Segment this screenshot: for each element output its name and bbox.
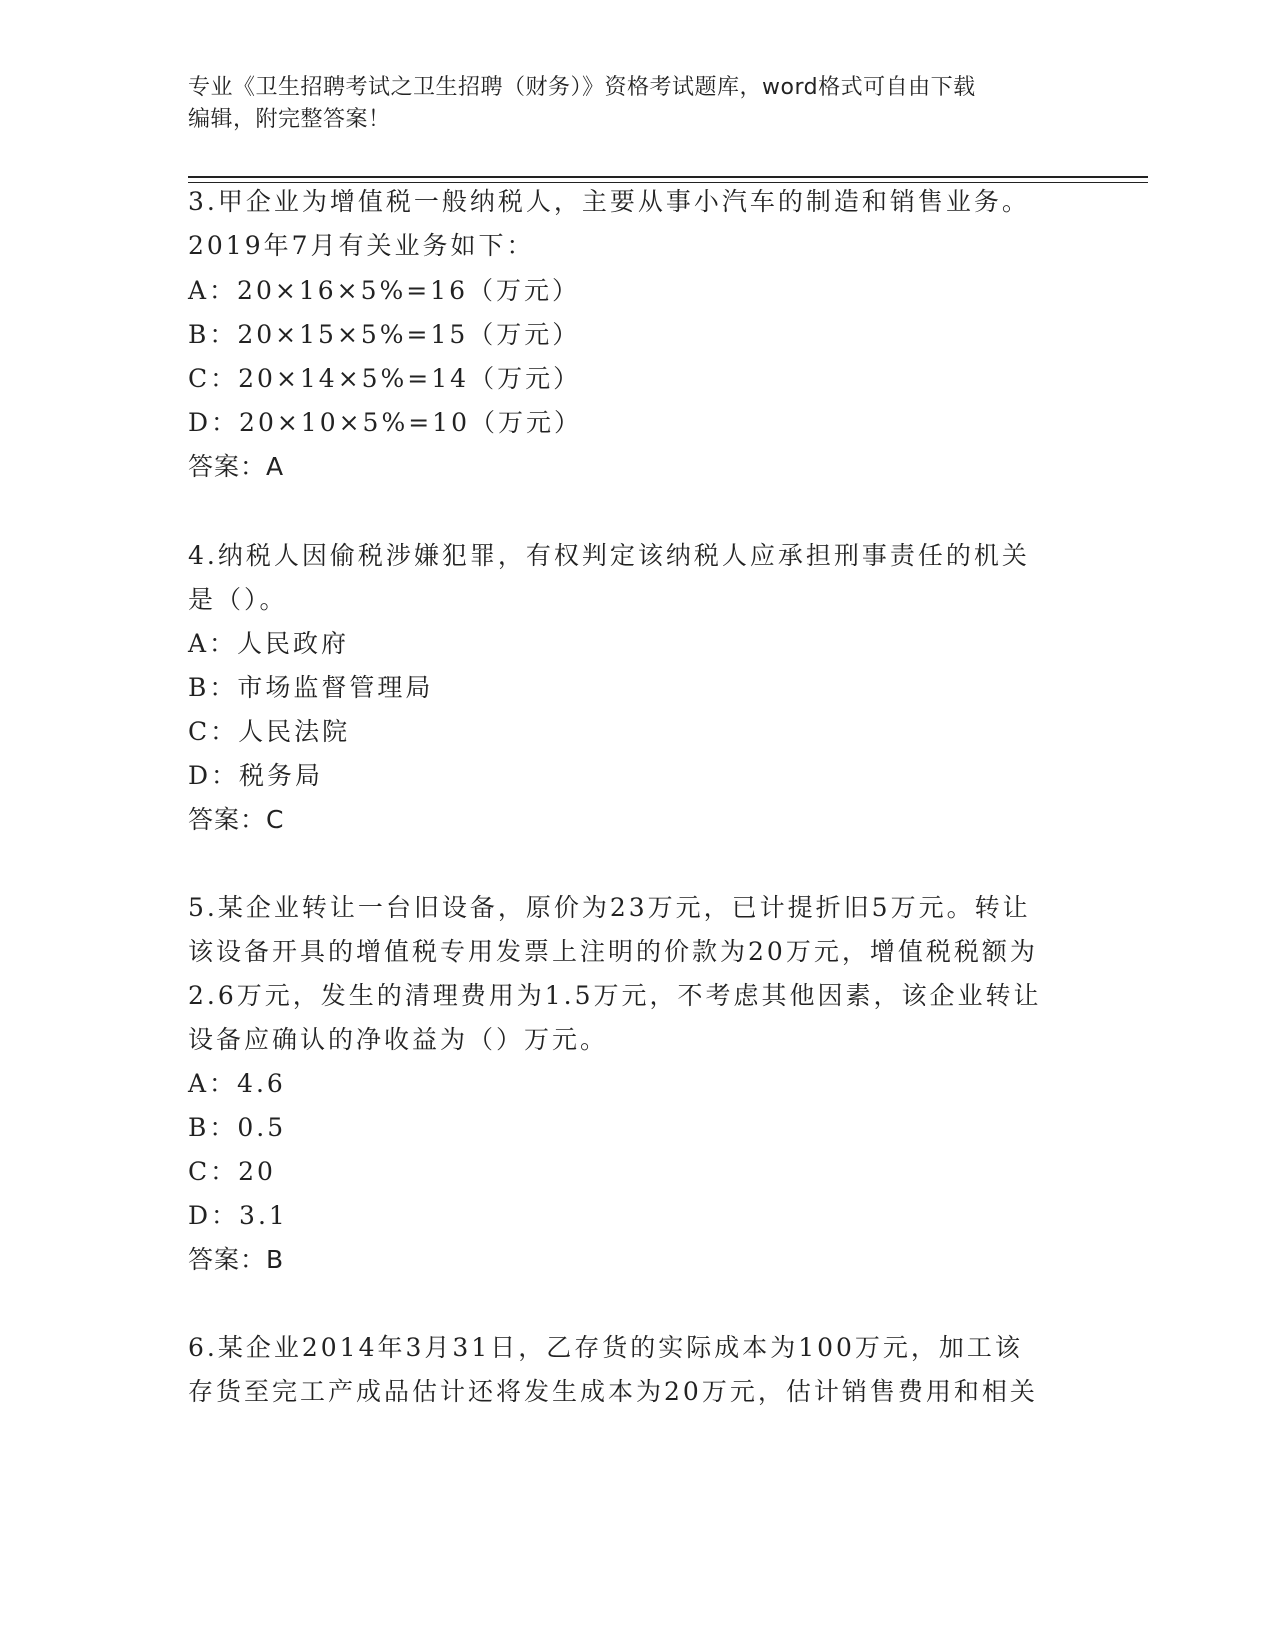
question-3-option-b: B：20×15×5%=15（万元）: [188, 320, 581, 349]
header-divider-thin: [188, 182, 1148, 183]
question-3-option-c: C：20×14×5%=14（万元）: [188, 364, 582, 393]
header-line-2: 编辑，附完整答案！: [188, 107, 391, 132]
question-5-stem-line-3: 2.6万元，发生的清理费用为1.5万元，不考虑其他因素，该企业转让: [188, 981, 1042, 1010]
header-divider-thick: [188, 176, 1148, 178]
question-4-option-c: C：人民法院: [188, 717, 351, 746]
question-5-stem-line-4: 设备应确认的净收益为（）万元。: [188, 1025, 609, 1054]
question-5-option-a: A：4.6: [188, 1069, 286, 1098]
question-4-option-d: D：税务局: [188, 761, 324, 790]
question-5-option-d: D：3.1: [188, 1201, 288, 1230]
question-5-stem-line-1: 5.某企业转让一台旧设备，原价为23万元，已计提折旧5万元。转让: [188, 893, 1031, 922]
question-6-stem-line-1: 6.某企业2014年3月31日，乙存货的实际成本为100万元，加工该: [188, 1333, 1023, 1362]
question-3-option-d: D：20×10×5%=10（万元）: [188, 408, 582, 437]
question-5-option-b: B：0.5: [188, 1113, 287, 1142]
question-3-answer: 答案：A: [188, 452, 285, 481]
question-5-option-c: C：20: [188, 1157, 276, 1186]
question-4-option-a: A：人民政府: [188, 629, 350, 658]
question-3-stem-line-2: 2019年7月有关业务如下：: [188, 231, 535, 260]
question-3-option-a: A：20×16×5%=16（万元）: [188, 276, 580, 305]
document-header: [188, 72, 1088, 136]
header-line-1: 专业《卫生招聘考试之卫生招聘（财务）》资格考试题库，word格式可自由下载: [188, 75, 976, 100]
question-6-stem-line-2: 存货至完工产成品估计还将发生成本为20万元，估计销售费用和相关: [188, 1377, 1038, 1406]
question-4-option-b: B：市场监督管理局: [188, 673, 434, 702]
question-5-answer: 答案：B: [188, 1245, 285, 1274]
question-4-answer: 答案：C: [188, 805, 285, 834]
question-5-stem-line-2: 该设备开具的增值税专用发票上注明的价款为20万元，增值税税额为: [188, 937, 1038, 966]
question-4-stem-line-1: 4.纳税人因偷税涉嫌犯罪，有权判定该纳税人应承担刑事责任的机关: [188, 541, 1030, 570]
question-4-stem-line-2: 是（）。: [188, 585, 288, 614]
question-3-stem-line-1: 3.甲企业为增值税一般纳税人，主要从事小汽车的制造和销售业务。: [188, 187, 1030, 216]
